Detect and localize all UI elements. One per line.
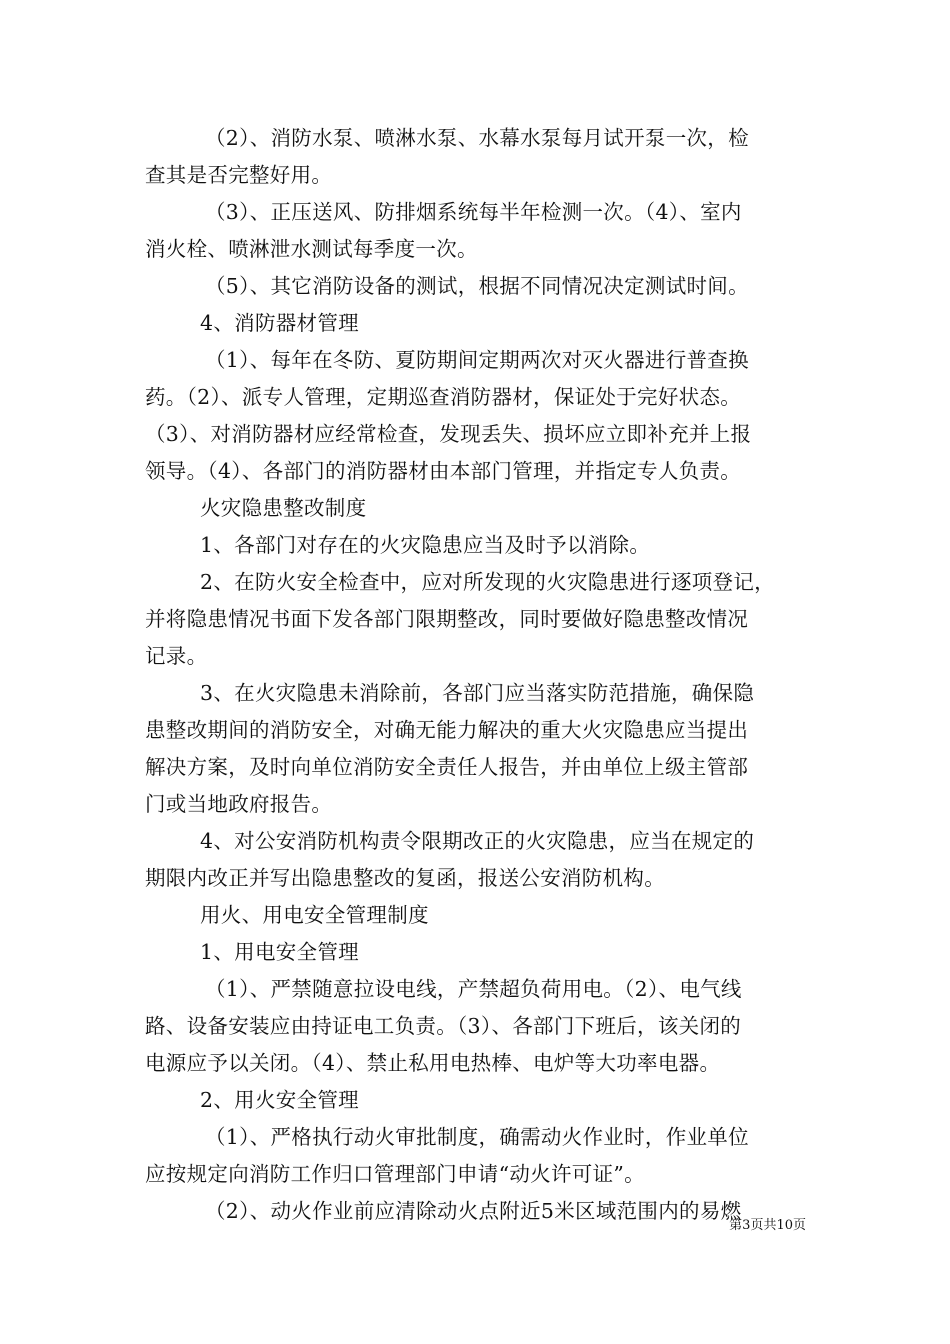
section-heading: 4、消防器材管理 bbox=[200, 311, 359, 335]
text-line: （3）、对消防器材应经常检查，发现丢失、损坏应立即补充并上报 bbox=[145, 422, 752, 446]
text-line: 路、设备安装应由持证电工负责。（3）、各部门下班后，该关闭的 bbox=[145, 1014, 742, 1038]
section-heading: 2、用火安全管理 bbox=[200, 1088, 359, 1112]
section-heading: 1、用电安全管理 bbox=[200, 940, 359, 964]
document-body bbox=[145, 120, 810, 1230]
text-line: 应按规定向消防工作归口管理部门申请“动火许可证”。 bbox=[145, 1162, 645, 1186]
text-line: （3）、正压送风、防排烟系统每半年检测一次。（4）、室内 bbox=[205, 200, 742, 224]
text-line: 领导。（4）、各部门的消防器材由本部门管理，并指定专人负责。 bbox=[145, 459, 742, 483]
text-line: 2、在防火安全检查中，应对所发现的火灾隐患进行逐项登记， bbox=[200, 570, 775, 594]
section-heading: 用火、用电安全管理制度 bbox=[200, 903, 429, 927]
text-line: （2）、消防水泵、喷淋水泵、水幕水泵每月试开泵一次，检 bbox=[205, 126, 749, 150]
text-line: （2）、动火作业前应清除动火点附近5米区域范围内的易燃 bbox=[205, 1199, 742, 1223]
text-line: 期限内改正并写出隐患整改的复函，报送公安消防机构。 bbox=[145, 866, 665, 890]
text-line: 门或当地政府报告。 bbox=[145, 792, 333, 816]
text-line: 电源应予以关闭。（4）、禁止私用电热棒、电炉等大功率电器。 bbox=[145, 1051, 721, 1075]
page-number: 第3页共10页 bbox=[729, 1218, 806, 1233]
text-line: 药。（2）、派专人管理，定期巡查消防器材，保证处于完好状态。 bbox=[145, 385, 742, 409]
text-line: 解决方案，及时向单位消防安全责任人报告，并由单位上级主管部 bbox=[145, 755, 749, 779]
text-line: 查其是否完整好用。 bbox=[145, 163, 333, 187]
text-line: （1）、每年在冬防、夏防期间定期两次对灭火器进行普查换 bbox=[205, 348, 749, 372]
text-line: （1）、严格执行动火审批制度，确需动火作业时，作业单位 bbox=[205, 1125, 749, 1149]
text-line: 4、对公安消防机构责令限期改正的火灾隐患，应当在规定的 bbox=[200, 829, 755, 853]
text-line: （1）、严禁随意拉设电线，产禁超负荷用电。（2）、电气线 bbox=[205, 977, 742, 1001]
text-line: 记录。 bbox=[145, 644, 208, 668]
section-heading: 火灾隐患整改制度 bbox=[200, 496, 367, 520]
text-line: （5）、其它消防设备的测试，根据不同情况决定测试时间。 bbox=[205, 274, 749, 298]
text-line: 1、各部门对存在的火灾隐患应当及时予以消除。 bbox=[200, 533, 651, 557]
text-line: 患整改期间的消防安全，对确无能力解决的重大火灾隐患应当提出 bbox=[145, 718, 749, 742]
text-line: 3、在火灾隐患未消除前，各部门应当落实防范措施，确保隐 bbox=[200, 681, 755, 705]
text-line: 消火栓、喷淋泄水测试每季度一次。 bbox=[145, 237, 478, 261]
text-line: 并将隐患情况书面下发各部门限期整改，同时要做好隐患整改情况 bbox=[145, 607, 749, 631]
